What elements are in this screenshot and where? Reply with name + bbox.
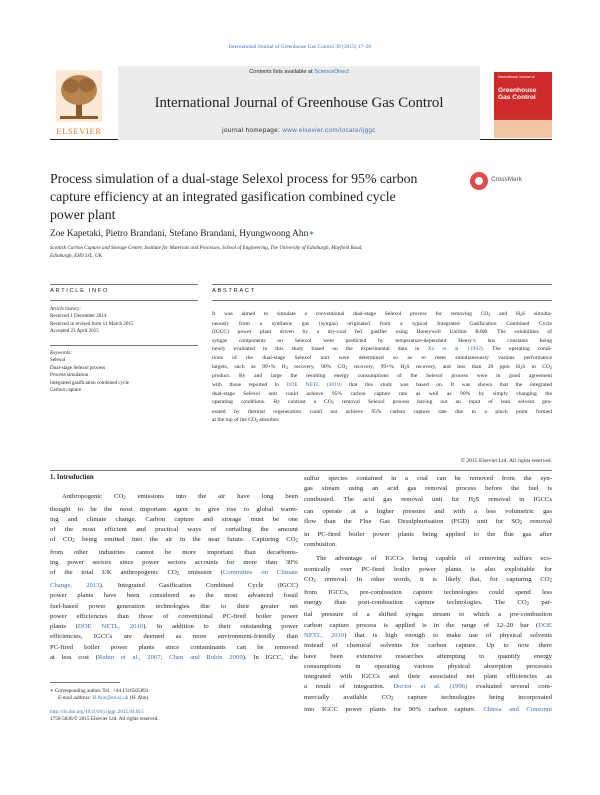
history-item: Accepted 23 April 2015 [50, 328, 99, 335]
citation-link[interactable]: Chiesa and Consonni [483, 706, 553, 714]
elsevier-wordmark: ELSEVIER [56, 126, 102, 136]
crossmark-icon [470, 172, 488, 190]
title-line: capture efficiency at an integrated gasification combined cycle [50, 189, 396, 204]
citation-link[interactable]: DOE NETL, 2010 [77, 623, 144, 631]
homepage-link[interactable]: www.elsevier.com/locate/ijggc [282, 127, 376, 134]
title-line: power plant [50, 207, 116, 222]
crossmark-badge[interactable] [470, 170, 550, 194]
citation-link[interactable]: DOE [538, 621, 552, 629]
body-column-left: Anthropogenic $CO_2$ emissions into the air have long been thought to be the most important agent to give rise to global warm- ing and climate change. Carbon capture and storage must be one of the most efficient and practical ways of curtailing the amount of $CO_2$ being emitted into the air in the near future. Capturing $CO_2$ from other industries cannot be more important than decarbonis- ing power sectors since power sectors accounts for more than 30% of the total UK anthropogenic $CO_2$ emission (Committee on Climate Change, 2013). Integrated Gasification Combined Cycle (IGCC) power plants have been considered as the most advanced fossil fuel-based power generation technologies due to their greater net power efficiencies than those of conventional PC-fired boiler power plants (DOE NETL, 2010). In addition to their outstanding power efficiencies, IGCCs are deemed as more environment-friendly than PC-fired boiler power plants since contaminants can be removed at less cost (Rubin et al., 2007; Chen and Rubin 2009). In IGCC, the [50, 493, 299, 662]
keyword: Carbon capture [50, 387, 82, 394]
article-history [50, 306, 198, 336]
divider [212, 284, 552, 285]
abstract-label: ABSTRACT [212, 288, 256, 294]
rights-line: 1750-5836/© 2015 Elsevier Ltd. All rights reserved. [50, 716, 159, 723]
affiliation-line: Scottish Carbon Capture and Storage Centre, Institute for Materials and Processes, School of Engineering, The University of Edinburgh, Mayfield Road, [50, 245, 363, 251]
journal-cover-thumbnail[interactable] [494, 72, 552, 138]
history-heading: Article history: [50, 306, 81, 312]
keywords [50, 350, 198, 394]
history-item: Received in revised form 11 March 2015 [50, 320, 134, 327]
keywords-heading: Keywords: [50, 350, 72, 356]
body-column-right: sulfur species contained in a coal can be removed from the syn- gas stream using an acid gas removal process before the fuel is combusted. The acid gas removal unit for $H_2S$ removal in IGCCs can operate at a higher pressure and with a less volumetric gas flow than the Flue Gas Desulphurisation (FGD) unit for $SO_2$ removal in PC-fired boiler power plants being applied to the flue gas after combustion. The advantage of IGCCs being capable of removing sulfurs eco- nomically over PC-fired boiler power plants is also exploitable for $CO_2$ removal. In other words, it is likely that, for capturing $CO_2$ from IGCCs, pre-combustion capture technologies could spend less energy than post-combustion capture technologies. The $CO_2$ par- tial pressure of a shifted syngas stream to which a pre-combustion carbon capture process is applied is in the range of 12–20 bar (DOE NETL, 2010) that is high enough to make use of physical solvents instead of chemical solvents for carbon capture. Up to now there have been extensive researches attempting to quantify energy consumptions in operating various physical absorption processes integrated with IGCCs and their associated net plant efficiencies as a result of integration. Doctor et al. (1996) evaluated several com- mercially available $CO_2$ capture technologies being incorporated into IGCC power plants for 90% carbon capture. Chiesa and Consonni [304, 475, 553, 714]
email-label: E-mail address: [58, 695, 93, 702]
section-heading: 1. Introduction [50, 474, 94, 481]
affiliation-line: Edinburgh, EH9 3JL, UK [50, 252, 103, 259]
masthead-band [118, 66, 480, 140]
divider [50, 345, 198, 346]
affiliation [50, 245, 510, 260]
citation-link[interactable]: NETL, 2010 [304, 631, 345, 639]
homepage-prefix: journal homepage: [222, 127, 283, 134]
cover-subtitle: International Journal of [498, 75, 535, 79]
homepage-line [118, 127, 480, 134]
footnotes [50, 688, 298, 724]
masthead [50, 58, 552, 140]
sciencedirect-link[interactable]: ScienceDirect [314, 69, 349, 75]
citation-link[interactable]: Doctor et al. (1996) [393, 683, 468, 691]
email-link[interactable]: H.Ahn@ed.ac.uk [92, 695, 129, 702]
divider [212, 300, 552, 301]
cover-image-band [494, 120, 552, 138]
authors-names: Zoe Kapetaki, Pietro Brandani, Stefano Brandani, Hyungwoong Ahn [50, 229, 309, 239]
citation-link[interactable]: Xu et al. (1992) [427, 346, 483, 353]
abstract-text: It was aimed to simulate a conventional dual-stage Selexol process for removing $CO_2$ and $H_2S$ simulta- neously from a synthesis gas (syngas) originated from a typical Integrated Gasification Combined Cycle (IGCC) power plant driven by a dry-coal fed gasifier using Honeywell UniSim R400. The solubilities of syngas components on Selexol were predicted by temperature-dependant Henry’s law constants being newly evaluated in this study based on the experimental data in Xu et al. (1992). The operating condi- tions of the dual-stage Selexol unit were determined so as to meet simultaneously various performance targets, such as 99+% $H_2$ recovery, 90% $CO_2$ recovery, 99+% $H_2S$ recovery, and less than 20 ppm $H_2S$ in $CO_2$ product. By and large the resulting energy consumptions of the Selexol process were in good agreement with those reported in DOE NETL (2010) that this study was based on. It was shown that the integrated dual-stage Selexol unit could achieve 95% carbon capture rate as well as 90% by simply changing the operating conditions. By contrast a $CO_2$ removal Selexol process having not an input of lean solvent gen- erated by thermal regeneration could not achieve 95% carbon capture rate due to a pinch point formed at the top of the $CO_2$ absorber. [212, 311, 553, 424]
citation-link[interactable]: Change, 2013 [50, 581, 100, 589]
citation-link[interactable]: Committee on Climate [222, 569, 298, 577]
email-suffix: (H. Ahn). [128, 695, 150, 702]
cover-title: Greenhouse Gas Control [498, 87, 537, 101]
author-list [50, 228, 510, 239]
title-line: Process simulation of a dual-stage Selexol process for 95% carbon [50, 171, 418, 186]
journal-title: International Journal of Greenhouse Gas Control [154, 95, 444, 111]
copyright-notice: © 2015 Elsevier Ltd. All rights reserved. [460, 458, 552, 464]
contents-line [118, 69, 480, 75]
divider [50, 470, 552, 471]
corresponding-author-mark[interactable]: ∗ [308, 229, 315, 239]
crossmark-label: CrossMark [491, 176, 522, 183]
keyword: Integrated gasification combined cycle [50, 379, 130, 386]
elsevier-logo [50, 70, 108, 136]
citation-link[interactable]: Rubin et al., 2007; Chen and Rubin 2009 [97, 654, 243, 662]
contents-prefix: Contents lists available at [249, 69, 315, 75]
email-line [50, 695, 298, 702]
divider [50, 300, 198, 301]
doi-link[interactable]: http://dx.doi.org/10.1016/j.ijggc.2015.04.015 [50, 708, 144, 715]
footnote-rule [50, 682, 120, 683]
elsevier-tree-icon [56, 70, 102, 122]
citation-link[interactable]: DOE NETL (2010) [286, 381, 342, 388]
keyword: Process simulation [50, 372, 89, 379]
history-item: Received 1 December 2014 [50, 313, 107, 320]
divider [50, 284, 198, 285]
keyword: Selexol [50, 357, 66, 364]
keyword: Dual-stage Selexol process [50, 364, 106, 371]
article-title [50, 170, 450, 224]
journal-reference[interactable]: International Journal of Greenhouse Gas Control 39 (2015) 17–26 [228, 44, 372, 50]
corresponding-author-note: ∗ Corresponding author. Tel.: +44 1316505891. [50, 688, 150, 694]
article-info-label: ARTICLE INFO [50, 288, 110, 294]
